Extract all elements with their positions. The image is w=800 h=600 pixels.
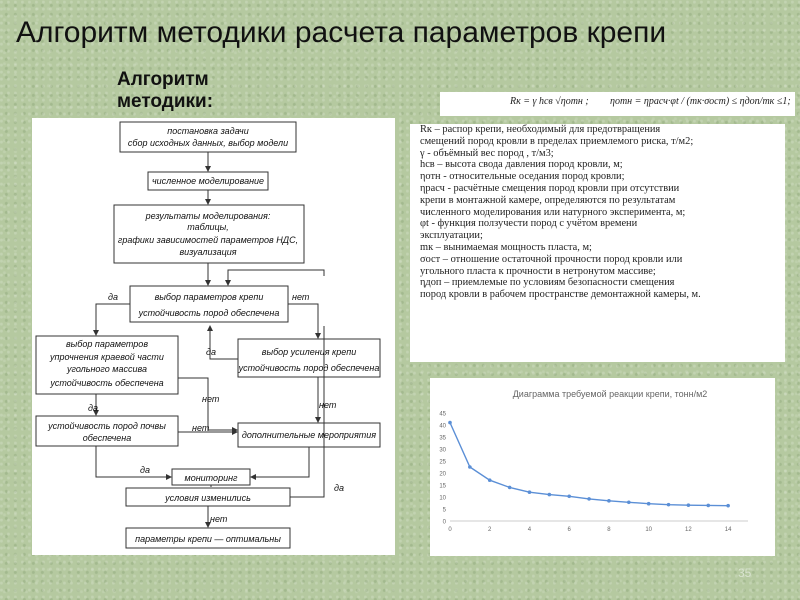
legend-line: Rк – распор крепи, необходимый для предотвращения: [420, 124, 661, 135]
label-yes-3: да: [88, 403, 98, 413]
text-b7-l1: устойчивость пород почвы: [48, 421, 166, 431]
chart-x-tick-label: 0: [448, 527, 452, 533]
chart-title: Диаграмма требуемой реакции крепи, тонн/м2: [512, 389, 708, 399]
formula-left: Rк = γ hсв √ηотн ;: [510, 96, 589, 107]
text-b9: мониторинг: [184, 473, 238, 483]
legend-line: γ - объёмный вес пород , т/м3;: [420, 147, 554, 159]
chart-panel: [430, 378, 775, 556]
chart-point: [508, 486, 512, 490]
legend-line: пород кровли в рабочем пространстве демонтажной камеры, м.: [420, 289, 701, 301]
label-yes-2: да: [206, 347, 216, 357]
subtitle-line-2: методики:: [117, 91, 214, 112]
text-b6-l1: выбор усиления крепи: [261, 347, 357, 357]
chart-point: [468, 465, 472, 469]
legend-line: ηрасч - расчётные смещения пород кровли при отсутствии: [420, 182, 680, 194]
legend-line: угольного пласта к прочности в нетронутом массиве;: [420, 265, 656, 277]
text-b1-l1: постановка задачи: [167, 126, 249, 136]
chart-x-tick-label: 4: [527, 527, 532, 533]
text-b8: дополнительные мероприятия: [241, 430, 377, 440]
text-b2: численное моделирование: [151, 176, 265, 186]
chart-y-tick-label: 30: [439, 447, 446, 454]
text-b3-l2: таблицы,: [187, 222, 229, 232]
label-yes-1: да: [108, 292, 118, 302]
text-b7-l2: обеспечена: [82, 433, 132, 443]
legend-line: ηотн - относительные оседания пород кровли;: [420, 171, 625, 183]
chart-y-tick-label: 40: [439, 423, 446, 430]
chart-point: [488, 478, 492, 482]
legend-line: ηдоп – приемлемые по условиям безопасности смещения: [420, 277, 675, 289]
formula-bar: [440, 92, 795, 116]
text-b10: условия изменились: [165, 493, 251, 503]
chart-x-tick-label: 10: [645, 527, 653, 533]
label-no-3: нет: [319, 400, 337, 410]
legend-line: эксплуатации;: [420, 230, 483, 242]
arrow-8: [251, 447, 309, 477]
legend-line: крепи в монтажной камере, определяются по результатам: [420, 194, 676, 206]
chart-y-tick-label: 5: [442, 507, 446, 514]
chart-x-tick-label: 6: [567, 527, 571, 533]
arrow-loop-back: [228, 270, 324, 285]
chart-y-tick-label: 25: [439, 459, 446, 466]
text-b5-l1: выбор параметров: [65, 339, 149, 349]
chart-point: [667, 503, 671, 507]
support-reaction-chart: [430, 378, 775, 556]
arrow-no-4: [288, 304, 318, 338]
text-b3-l4: визуализация: [179, 247, 237, 257]
chart-y-tick-label: 10: [439, 495, 446, 502]
text-b6-l2: устойчивость пород обеспечена: [238, 363, 380, 373]
text-b11: параметры крепи — оптимальны: [135, 534, 281, 544]
chart-point: [528, 490, 532, 494]
chart-point: [587, 497, 591, 501]
arrow-yes-4: [96, 304, 130, 335]
chart-series-line: [450, 423, 728, 506]
chart-y-tick-label: 0: [442, 519, 446, 526]
chart-x-tick-label: 12: [685, 527, 692, 533]
legend-line: численного моделирования или натурного эксперимента, м;: [420, 206, 686, 218]
variable-legend: [410, 124, 785, 362]
arrow-yes-7: [96, 446, 171, 477]
slide-subtitle: [117, 69, 213, 113]
legend-line: σост – отношение остаточной прочности пород кровли или: [420, 253, 683, 265]
text-b3-l1: результаты моделирования:: [145, 211, 271, 221]
legend-line: mк – вынимаемая мощность пласта, м;: [420, 241, 592, 253]
formula-right: ηотн = ηрасч·φt / (mк·σост) ≤ ηдоп/mк ≤1;: [610, 96, 791, 107]
text-b3-l3: графики зависимостей параметров НДС,: [117, 235, 299, 245]
flowchart-panel: [32, 118, 395, 555]
text-b1-l2: сбор исходных данных, выбор модели: [127, 138, 289, 148]
legend-line: hсв – высота свода давления пород кровли, м;: [420, 159, 623, 171]
chart-point: [548, 493, 552, 497]
text-b5-l2: упрочнения краевой части: [50, 352, 164, 362]
page-number: 35: [738, 566, 752, 580]
chart-x-tick-label: 14: [724, 527, 732, 533]
chart-point: [726, 504, 730, 508]
chart-point: [607, 499, 611, 503]
label-yes-4: да: [140, 465, 150, 475]
chart-x-tick-label: 8: [607, 527, 611, 533]
chart-y-tick-label: 35: [439, 435, 446, 442]
legend-line: φt - функция ползучести пород с учётом времени: [420, 218, 638, 230]
chart-point: [706, 504, 710, 508]
chart-x-tick-label: 2: [488, 527, 492, 533]
chart-point: [448, 421, 452, 425]
chart-point: [647, 502, 651, 506]
chart-y-tick-label: 15: [439, 483, 446, 490]
text-b5-l4: устойчивость обеспечена: [50, 378, 164, 388]
label-yes-5: да: [334, 483, 344, 493]
flowchart: [32, 118, 395, 555]
chart-point: [627, 500, 631, 504]
chart-point: [567, 494, 571, 498]
text-b4-l1: выбор параметров крепи: [154, 292, 264, 302]
text-b5-l3: угольного массива: [67, 364, 147, 374]
chart-point: [687, 503, 691, 507]
label-no-2: нет: [202, 394, 220, 404]
chart-y-tick-label: 20: [439, 471, 446, 478]
subtitle-line-1: Алгоритм: [117, 69, 209, 90]
label-no-1: нет: [292, 292, 310, 302]
slide-title: Алгоритм методики расчета параметров крепи: [16, 16, 667, 49]
label-no-4: нет: [192, 423, 210, 433]
label-no-5: нет: [210, 514, 228, 524]
legend-line: смещений пород кровли в пределах приемлемого риска, т/м2;: [420, 135, 694, 147]
chart-y-tick-label: 45: [439, 411, 446, 418]
text-b4-l2: устойчивость пород обеспечена: [138, 308, 280, 318]
